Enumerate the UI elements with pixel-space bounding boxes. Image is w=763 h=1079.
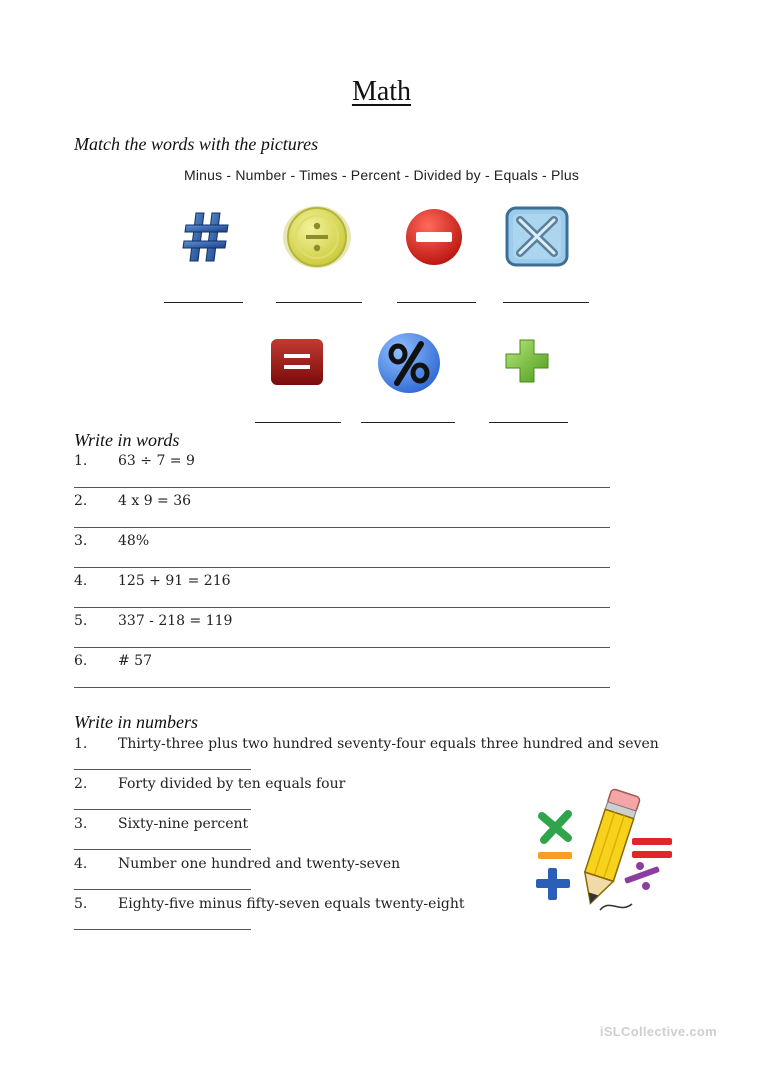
answer-line[interactable] [74,809,251,810]
word-bank-item: Number [235,167,287,183]
item-number: 5. [74,613,88,629]
item-text: Thirty-three plus two hundred seventy-four equals three hundred and seven [118,736,659,752]
hash-icon [178,205,244,269]
answer-blank[interactable] [276,302,362,303]
item-text: 63 ÷ 7 = 9 [118,453,195,469]
item-text: Number one hundred and twenty-seven [118,856,401,872]
answer-blank[interactable] [503,302,589,303]
item-number: 5. [74,896,88,912]
item-number: 4. [74,573,88,589]
word-bank-separator: - [337,167,351,183]
numbers-section-heading: Write in numbers [74,712,198,732]
word-bank-item: Plus [550,167,580,183]
page-title: Math [351,76,412,107]
answer-blank[interactable] [397,302,476,303]
answer-line[interactable] [74,929,251,930]
item-text: Forty divided by ten equals four [118,776,346,792]
answer-blank[interactable] [361,422,455,423]
item-text: Eighty-five minus fifty-seven equals twenty-eight [118,896,465,912]
item-text: 125 + 91 = 216 [118,573,231,589]
item-text: 4 x 9 = 36 [118,493,192,509]
item-text: 48% [118,533,150,549]
match-section-heading: Match the words with the pictures [74,134,319,154]
item-text: 337 - 218 = 119 [118,613,233,629]
word-bank-separator: - [480,167,494,183]
answer-blank[interactable] [255,422,341,423]
word-bank-separator: - [222,167,236,183]
word-bank-separator: - [537,167,551,183]
answer-line[interactable] [74,647,610,648]
answer-blank[interactable] [164,302,243,303]
item-number: 6. [74,653,88,669]
item-number: 4. [74,856,88,872]
percent-icon [377,332,441,394]
words-section-heading: Write in words [74,430,180,450]
answer-line[interactable] [74,527,610,528]
item-number: 3. [74,816,88,832]
item-text: # 57 [118,653,152,669]
word-bank [0,167,763,183]
word-bank-item: Divided by [413,167,481,183]
word-bank-separator: - [400,167,414,183]
plus-icon [504,338,550,384]
item-number: 2. [74,493,88,509]
item-number: 3. [74,533,88,549]
word-bank-item: Times [299,167,338,183]
answer-line[interactable] [74,487,610,488]
minus-icon [404,207,464,267]
times-icon [504,205,570,268]
answer-line[interactable] [74,849,251,850]
watermark: iSLCollective.com [599,1024,717,1039]
answer-line[interactable] [74,567,610,568]
item-number: 1. [74,736,88,752]
item-number: 1. [74,453,88,469]
equals-icon [270,338,324,386]
answer-line[interactable] [74,889,251,890]
word-bank-item: Minus [183,167,223,183]
item-number: 2. [74,776,88,792]
answer-line[interactable] [74,687,610,688]
item-text: Sixty-nine percent [118,816,249,832]
pencil-math-symbols-icon [528,786,676,918]
word-bank-item: Percent [350,167,401,183]
word-bank-item: Equals [493,167,538,183]
word-bank-separator: - [286,167,300,183]
answer-line[interactable] [74,769,251,770]
answer-blank[interactable] [489,422,568,423]
answer-line[interactable] [74,607,610,608]
divide-icon [281,204,353,270]
